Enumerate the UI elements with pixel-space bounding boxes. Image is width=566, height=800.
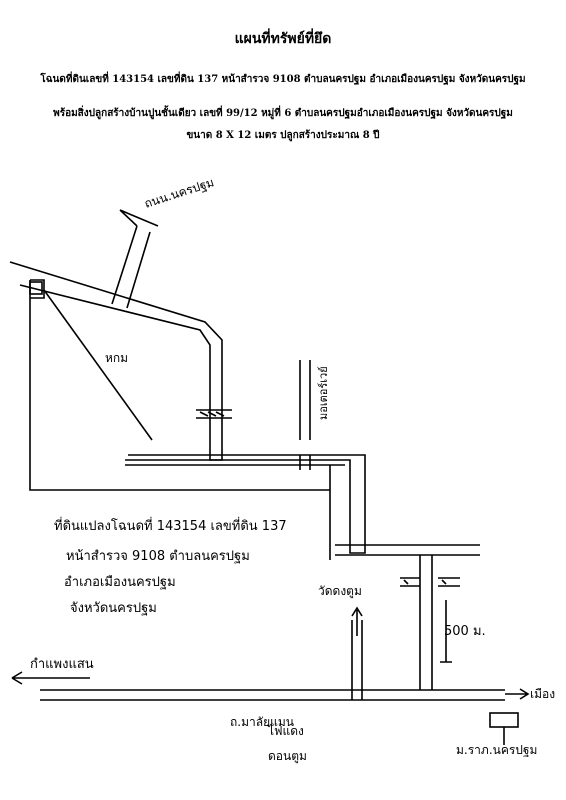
deed-note-3: อำเภอเมืองนครปฐม bbox=[64, 575, 176, 590]
bridge-hatch bbox=[196, 410, 232, 418]
motorway-label: มอเตอร์เวย์ bbox=[317, 366, 330, 420]
west-arrow bbox=[12, 672, 90, 684]
main-road bbox=[40, 690, 505, 700]
university-label: ม.ราภ.นครปฐม bbox=[456, 743, 538, 757]
distance-label: 500 ม. bbox=[444, 624, 486, 639]
landmark-label-1: ไฟแดง bbox=[268, 724, 304, 738]
upper-lane-edge bbox=[125, 465, 345, 560]
deed-note-2: หน้าสำรวจ 9108 ตำบลนครปฐม bbox=[66, 549, 250, 564]
pointer-line bbox=[44, 290, 152, 440]
motorway bbox=[300, 360, 310, 470]
west-destination-label: กำแพงแสน bbox=[30, 657, 94, 672]
deed-line-1: โฉนดที่ดินเลขที่ 143154 เลขที่ดิน 137 หน้าสำรวจ 9108 ตำบลนครปฐม อำเภอเมืองนครปฐม จังหวัดนครปฐม bbox=[40, 74, 526, 85]
main-road-label: ถ.มาลัยแมน bbox=[230, 715, 294, 729]
map-title: แผนที่ทรัพย์ที่ยึด bbox=[234, 31, 332, 47]
right-road bbox=[420, 555, 432, 690]
deed-note-4: จังหวัดนครปฐม bbox=[70, 601, 157, 616]
east-destination-label: เมือง bbox=[530, 687, 556, 701]
pointer-label: หกม bbox=[105, 351, 129, 365]
landmark-label-2: ดอนตูม bbox=[268, 749, 307, 763]
east-arrow bbox=[505, 689, 528, 699]
property-outline bbox=[30, 280, 330, 490]
university-box bbox=[490, 713, 518, 727]
temple-arrow bbox=[352, 608, 362, 636]
upper-lane bbox=[125, 455, 365, 553]
deed-line-3: ขนาด 8 X 12 เมตร ปลูกสร้างประมาณ 8 ปี bbox=[186, 130, 380, 141]
temple-label: วัดดงตูม bbox=[318, 584, 362, 598]
road-north-label: ถนน.นครปฐม bbox=[142, 175, 216, 211]
deed-line-2: พร้อมสิ่งปลูกสร้างบ้านปูนชั้นเดียว เลขที่ 99/12 หมู่ที่ 6 ตำบลนครปฐมอำเภอเมืองนครปฐม จังหวัดนครปฐม bbox=[53, 108, 513, 119]
deed-note-1: ที่ดินแปลงโฉนดที่ 143154 เลขที่ดิน 137 bbox=[54, 519, 287, 534]
hatch-right bbox=[400, 578, 460, 586]
north-road bbox=[112, 210, 158, 308]
